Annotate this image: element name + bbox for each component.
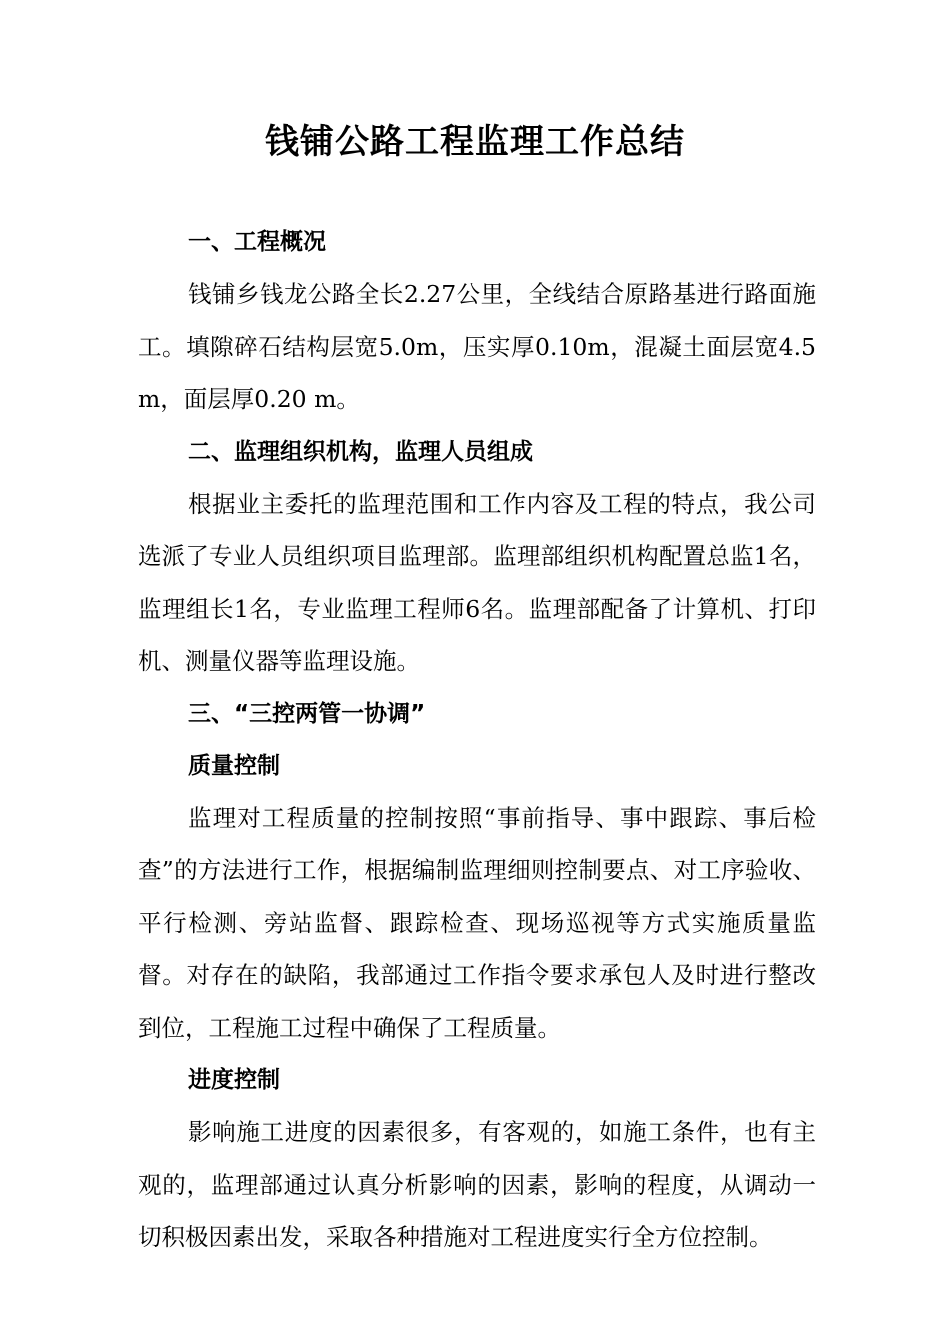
paragraph-schedule: 影响施工进度的因素很多，有客观的，如施工条件，也有主观的，监理部通过认真分析影响的因素，影响的程度，从调动一切积极因素出发，采取各种措施对工程进度实行全方位控制。 — [138, 1118, 816, 1251]
document-body — [138, 216, 816, 1264]
paragraph-quality: 监理对工程质量的控制按照“事前指导、事中跟踪、事后检查”的方法进行工作，根据编制监理细则控制要点、对工序验收、平行检测、旁站监督、跟踪检查、现场巡视等方式实施质量监督。对存在的缺陷，我部通过工作指令要求承包人及时进行整改到位，工程施工过程中确保了工程质量。 — [138, 803, 816, 1042]
paragraph-organization: 根据业主委托的监理范围和工作内容及工程的特点，我公司选派了专业人员组织项目监理部。监理部组织机构配置总监1名，监理组长1名，专业监理工程师6名。监理部配备了计算机、打印机、测量仪器等监理设施。 — [138, 489, 816, 675]
section-heading-organization: 二、监理组织机构，监理人员组成 — [188, 438, 533, 465]
subsection-heading-schedule: 进度控制 — [188, 1067, 280, 1093]
subsection-heading-quality: 质量控制 — [188, 752, 280, 779]
paragraph-overview: 钱铺乡钱龙公路全长2.27公里，全线结合原路基进行路面施工。填隙碎石结构层宽5.0m，压实厚0.10m，混凝土面层宽4.5m，面层厚0.20 m。 — [138, 280, 816, 413]
section-heading-overview: 一、工程概况 — [188, 229, 326, 255]
document-title: 钱铺公路工程监理工作总结 — [265, 122, 685, 162]
section-heading-three-controls: 三、“三控两管一协调” — [188, 700, 426, 727]
